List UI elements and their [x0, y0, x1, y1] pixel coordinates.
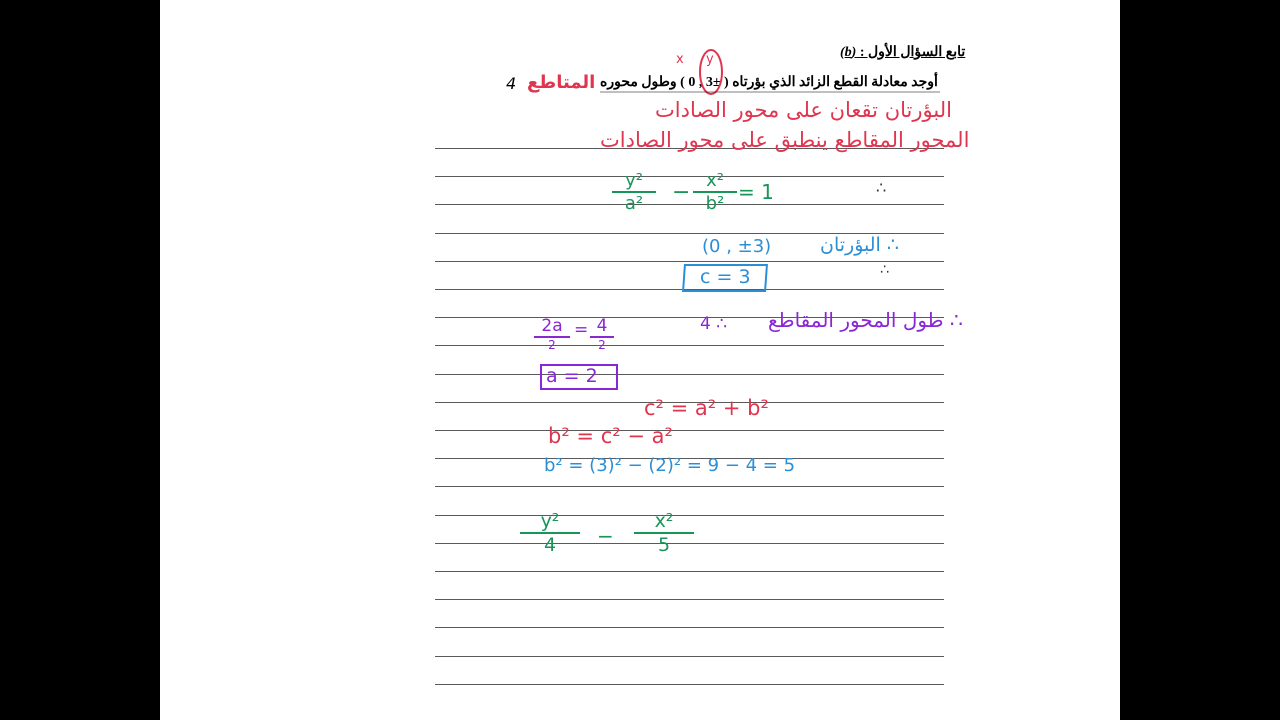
eq1-num2: x² — [706, 170, 724, 191]
handwriting-marks — [160, 0, 1120, 720]
note-line-2: المحور المقاطع ينطبق على محور الصادات — [600, 128, 970, 152]
frac-equals: = — [574, 320, 589, 340]
frac-left-num: 2a — [541, 316, 563, 336]
frac-right-num: 4 — [596, 316, 608, 336]
eq1-den1: a² — [624, 193, 644, 214]
final-num2: x² — [654, 510, 674, 532]
eq1-rhs: = 1 — [738, 180, 774, 204]
final-den1: 4 — [543, 534, 557, 556]
eq1-num1: y² — [625, 170, 643, 191]
c-value: c = 3 — [700, 266, 751, 288]
eq1-minus: − — [672, 180, 691, 205]
foci-value: (0 , ±3) — [702, 236, 772, 257]
relation-2: b² = c² − a² — [548, 424, 673, 448]
final-num1: y² — [540, 510, 560, 532]
eq1-den2: b² — [705, 193, 725, 214]
foci-label: ∴ البؤرتان — [820, 234, 899, 256]
relation-3: b² = (3)² − (2)² = 9 − 4 = 5 — [544, 455, 796, 476]
question-above-y: y — [706, 52, 714, 67]
therefore-symbol-2: ∴ — [880, 262, 889, 278]
relation-1: c² = a² + b² — [644, 396, 769, 420]
axis-label: ∴ طول المحور المقاطع — [768, 308, 963, 332]
note-line-1: البؤرتان تقعان على محور الصادات — [655, 98, 952, 122]
question-text: أوجد معادلة القطع الزائد الذي بؤرتاه ( ±3 , 0 ) وطول محوره — [600, 75, 938, 90]
header-part: (b) — [840, 45, 857, 60]
final-minus: − — [597, 524, 614, 548]
y-circle-mark — [700, 50, 722, 94]
a-value: a = 2 — [546, 365, 598, 387]
question-annotation-word: المتاطع — [527, 72, 596, 93]
header-label: تابع السؤال الأول : — [859, 45, 966, 60]
frac-right-den: 2 — [598, 338, 606, 352]
final-den2: 5 — [657, 534, 671, 556]
therefore-symbol-1: ∴ — [876, 178, 887, 197]
worksheet-page — [160, 0, 1120, 720]
question-above-x: x — [676, 52, 684, 67]
question-annotation-value: 4 — [506, 74, 517, 93]
axis-value: 4 ∴ — [700, 314, 728, 334]
frac-left-den: 2 — [548, 338, 556, 352]
